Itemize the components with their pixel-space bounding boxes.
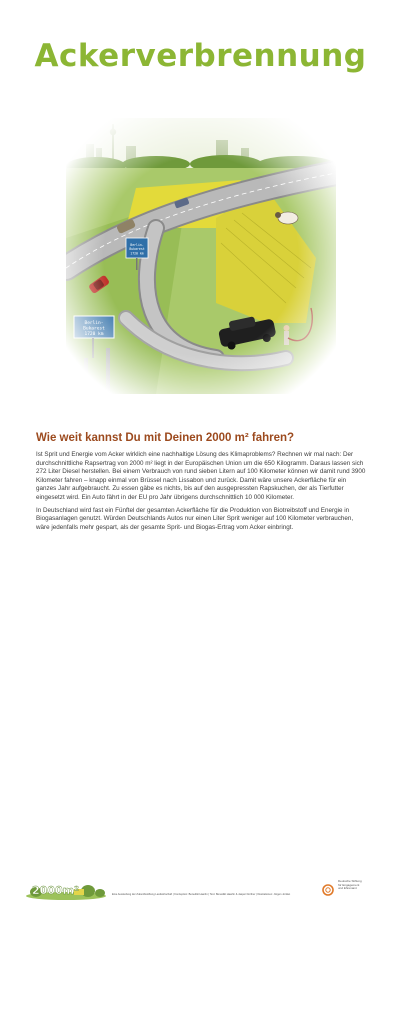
article-body bbox=[36, 451, 368, 536]
article-paragraph: Ist Sprit und Energie vom Acker wirklich eine nachhaltige Lösung des Klimaproblems? Rechnen wir mal nach: Der durchschnittliche Rapsertrag von 2000 m² liegt in der Europäischen Union um die 650 Kilogramm. Daraus lassen sich 272 Liter Diesel herstellen. Bei einem Verbrauch von rund sieben Litern auf 100 Kilometer können wir damit rund 3900 Kilometer fahren – knapp einmal von Brüssel nach Lissabon und zurück. Damit wäre unsere Ackerfläche für ein ganzes Jahr aufgebraucht. Zu essen gäbe es nichts, bis auf den ausgepressten Rapskuchen, der als Tierfutter eingesetzt wird. Ein Auto fährt in der EU pro Jahr übrigens durchschnittlich 10 000 Kilometer. bbox=[36, 451, 366, 501]
rapeseed-highway-illustration bbox=[66, 118, 336, 394]
article-paragraph: In Deutschland wird fast ein Fünftel der gesamten Ackerfläche für die Produktion von Biotreibstoff und Energie in Biogasanlagen genutzt. Würden Deutschlands Autos nur einen Liter Sprit weniger auf 100 Kilometer verbrauchen, wäre jedenfalls mehr gespart, als der gesamte Sprit- und Biogas-Ertrag vom Acker einbringt. bbox=[36, 506, 354, 531]
partner-emblem-icon bbox=[322, 884, 334, 896]
page-title: Ackerverbrennung bbox=[34, 38, 367, 74]
exhibition-logo-text: 2000m² bbox=[32, 884, 79, 897]
article-heading: Wie weit kannst Du mit Deinen 2000 m² fahren? bbox=[36, 432, 295, 444]
partner-logo bbox=[322, 880, 382, 902]
partner-name: Deutsche Stiftung für Engagement und Ehrenamt bbox=[338, 879, 362, 891]
footer-credit: Eine Ausstellung der Zukunftsstiftung Landwirtschaft | Konzeption: Benedikt Haerlin | Text: Benedikt Haerlin & Jasper Dorfner | Illustrationen: Jürgen Jordan bbox=[112, 893, 291, 896]
exhibition-logo bbox=[26, 878, 106, 900]
